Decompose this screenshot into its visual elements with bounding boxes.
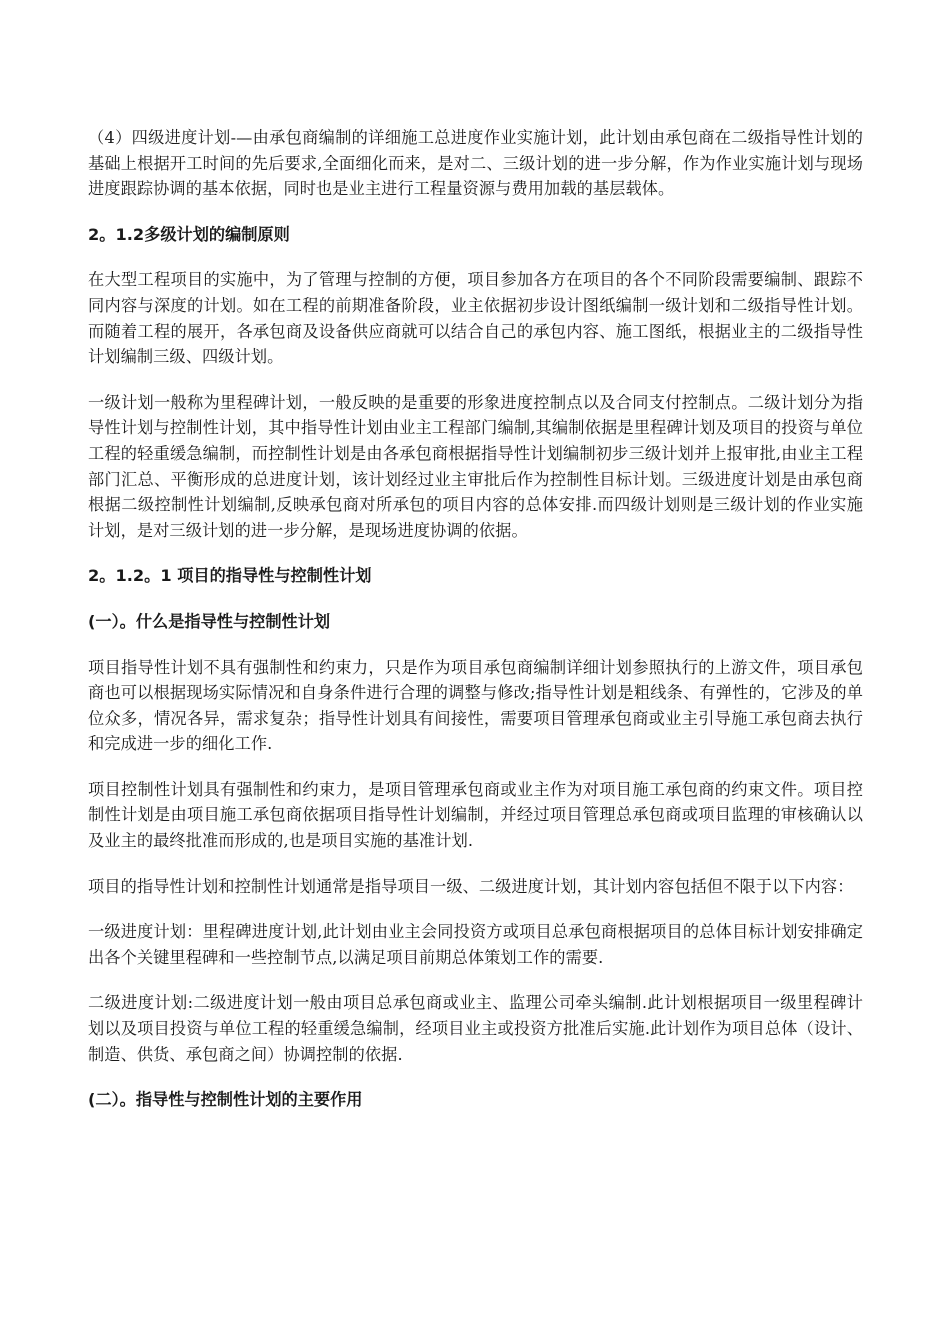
section-heading-2-1-2: 2。1.2多级计划的编制原则: [88, 224, 290, 244]
paragraph-multilevel-intro: 在大型工程项目的实施中，为了管理与控制的方便，项目参加各方在项目的各个不同阶段需要编制、跟踪不同内容与深度的计划。如在工程的前期准备阶段，业主依据初步设计图纸编制一级计划和二级指导性计划。而随着工程的展开，各承包商及设备供应商就可以结合自己的承包内容、施工图纸，根据业主的二级指导性计划编制三级、四级计划。: [88, 270, 863, 367]
paragraph-plan-scope: 项目的指导性计划和控制性计划通常是指导项目一级、二级进度计划，其计划内容包括但不限于以下内容：: [88, 876, 854, 896]
paragraph-level4-plan: （4）四级进度计划-—由承包商编制的详细施工总进度作业实施计划，此计划由承包商在二级指导性计划的基础上根据开工时间的先后要求,全面细化而来，是对二、三级计划的进一步分解，作为作业实施计划与现场进度跟踪协调的基本依据，同时也是业主进行工程量资源与费用加载的基层载体。: [88, 128, 863, 199]
section-heading-2-1-2-1: 2。1.2。1 项目的指导性与控制性计划: [88, 566, 372, 586]
subsection-heading-what-is: (一）。什么是指导性与控制性计划: [88, 611, 331, 631]
paragraph-level1-schedule: 一级进度计划：里程碑进度计划,此计划由业主会同投资方或项目总承包商根据项目的总体目标计划安排确定出各个关键里程碑和一些控制节点,以满足项目前期总体策划工作的需要.: [88, 922, 863, 967]
document-page: [88, 125, 863, 1133]
paragraph-level-definitions: 一级计划一般称为里程碑计划，一般反映的是重要的形象进度控制点以及合同支付控制点。二级计划分为指导性计划与控制性计划，其中指导性计划由业主工程部门编制,其编制依据是里程碑计划及项目的投资与单位工程的轻重缓急编制，而控制性计划是由各承包商根据指导性计划编制初步三级计划并上报审批,由业主工程部门汇总、平衡形成的总进度计划，该计划经过业主审批后作为控制性目标计划。三级进度计划是由承包商根据二级控制性计划编制,反映承包商对所承包的项目内容的总体安排.而四级计划则是三级计划的作业实施计划，是对三级计划的进一步分解，是现场进度协调的依据。: [88, 392, 863, 540]
paragraph-guiding-plan: 项目指导性计划不具有强制性和约束力，只是作为项目承包商编制详细计划参照执行的上游文件，项目承包商也可以根据现场实际情况和自身条件进行合理的调整与修改;指导性计划是粗线条、有弹性的，它涉及的单位众多，情况各异，需求复杂；指导性计划具有间接性，需要项目管理承包商或业主引导施工承包商去执行和完成进一步的细化工作.: [88, 657, 863, 754]
subsection-heading-main-roles: (二）。指导性与控制性计划的主要作用: [88, 1090, 363, 1110]
paragraph-level2-schedule: 二级进度计划:二级进度计划一般由项目总承包商或业主、监理公司牵头编制.此计划根据项目一级里程碑计划以及项目投资与单位工程的轻重缓急编制，经项目业主或投资方批准后实施.此计划作为项目总体（设计、制造、供货、承包商之间）协调控制的依据.: [88, 993, 863, 1064]
paragraph-control-plan: 项目控制性计划具有强制性和约束力，是项目管理承包商或业主作为对项目施工承包商的约束文件。项目控制性计划是由项目施工承包商依据项目指导性计划编制，并经过项目管理总承包商或项目监理的审核确认以及业主的最终批准而形成的,也是项目实施的基准计划.: [88, 779, 863, 851]
